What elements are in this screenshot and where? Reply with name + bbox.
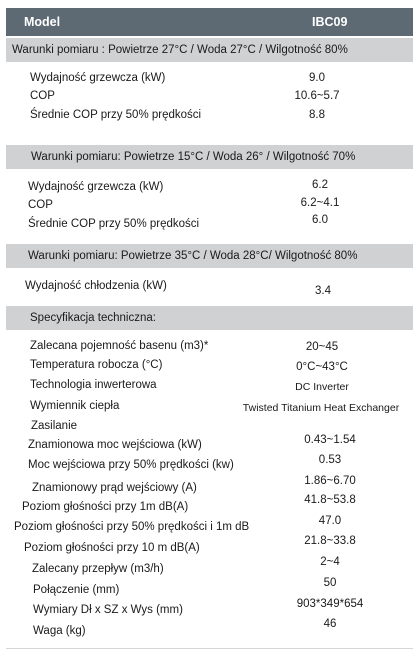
row-label: Poziom głośności przy 1m dB(A) <box>22 501 189 513</box>
row-value: 21.8~33.8 <box>304 535 356 547</box>
row-label: Wydajność grzewcza (kW) <box>30 72 166 84</box>
row-label: Wymiennik ciepła <box>30 400 120 412</box>
row-label: Zalecany przepływ (m3/h) <box>32 563 164 575</box>
row-value: 20~45 <box>305 341 339 353</box>
row-label: Poziom głośności przy 10 m dB(A) <box>24 542 200 554</box>
section-title: Warunki pomiaru: Powietrze 15°C / Woda 26° / Wilgotność 70% <box>31 151 356 163</box>
row-value: 41.8~53.8 <box>304 494 356 506</box>
row-label: Poziom głośności przy 50% prędkości i 1m dB <box>14 521 250 533</box>
bottom-divider <box>6 648 413 649</box>
row-label: Średnie COP przy 50% prędkości <box>30 109 202 121</box>
row-value: 8.8 <box>309 109 325 121</box>
section-band-3 <box>6 244 413 268</box>
row-label: Wydajność chłodzenia (kW) <box>25 280 167 292</box>
row-value: 0.53 <box>318 454 342 466</box>
row-value: 6.2 <box>312 179 328 191</box>
section-band-1 <box>6 38 413 62</box>
row-label: COP <box>30 90 55 102</box>
row-value: 50 <box>323 577 337 589</box>
section-title: Specyfikacja techniczna: <box>30 312 156 324</box>
section-title: Warunki pomiaru : Powietrze 27°C / Woda 27°C / Wilgotność 80% <box>12 44 348 56</box>
row-label: COP <box>28 199 53 211</box>
row-label: Znamionowy prąd wejściowy (A) <box>32 482 197 494</box>
row-label: Zalecana pojemność basenu (m3)* <box>30 340 209 352</box>
row-label: Technologia inwerterowa <box>30 379 157 391</box>
section-band-4 <box>6 306 413 330</box>
row-value: 903*349*654 <box>296 598 364 610</box>
row-value: 3.4 <box>315 285 331 297</box>
row-value: Twisted Titanium Heat Exchanger <box>242 402 400 414</box>
row-label: Średnie COP przy 50% prędkości <box>28 218 200 230</box>
row-value: 0.43~1.54 <box>304 434 356 446</box>
row-label: Temperatura robocza (°C) <box>30 359 163 371</box>
row-value: 9.0 <box>309 72 325 84</box>
table-header <box>6 8 413 36</box>
row-label: Połączenie (mm) <box>33 584 120 596</box>
model-label: Model <box>24 15 61 29</box>
row-label: Wymiary Dł x SZ x Wys (mm) <box>33 604 183 616</box>
row-label: Moc wejściowa przy 50% prędkości (kw) <box>28 459 234 471</box>
row-label: Waga (kg) <box>33 625 86 637</box>
row-value: 2~4 <box>320 556 340 568</box>
row-value: DC Inverter <box>295 381 349 393</box>
section-band-2 <box>6 145 413 169</box>
row-value: 1.86~6.70 <box>304 475 356 487</box>
row-value: 6.2~4.1 <box>300 197 340 209</box>
row-value: 47.0 <box>318 515 342 527</box>
row-value: 6.0 <box>312 214 328 226</box>
row-value: 0°C~43°C <box>296 361 348 373</box>
row-label: Zasilanie <box>31 420 78 432</box>
row-value: 10.6~5.7 <box>294 90 340 102</box>
row-label: Wydajność grzewcza (kW) <box>28 181 164 193</box>
section-title: Warunki pomiaru: Powietrze 35°C / Woda 28°C/ Wilgotność 80% <box>28 250 358 262</box>
model-value: IBC09 <box>312 15 348 29</box>
row-label: Znamionowa moc wejściowa (kW) <box>28 439 202 451</box>
row-value: 46 <box>323 618 337 630</box>
